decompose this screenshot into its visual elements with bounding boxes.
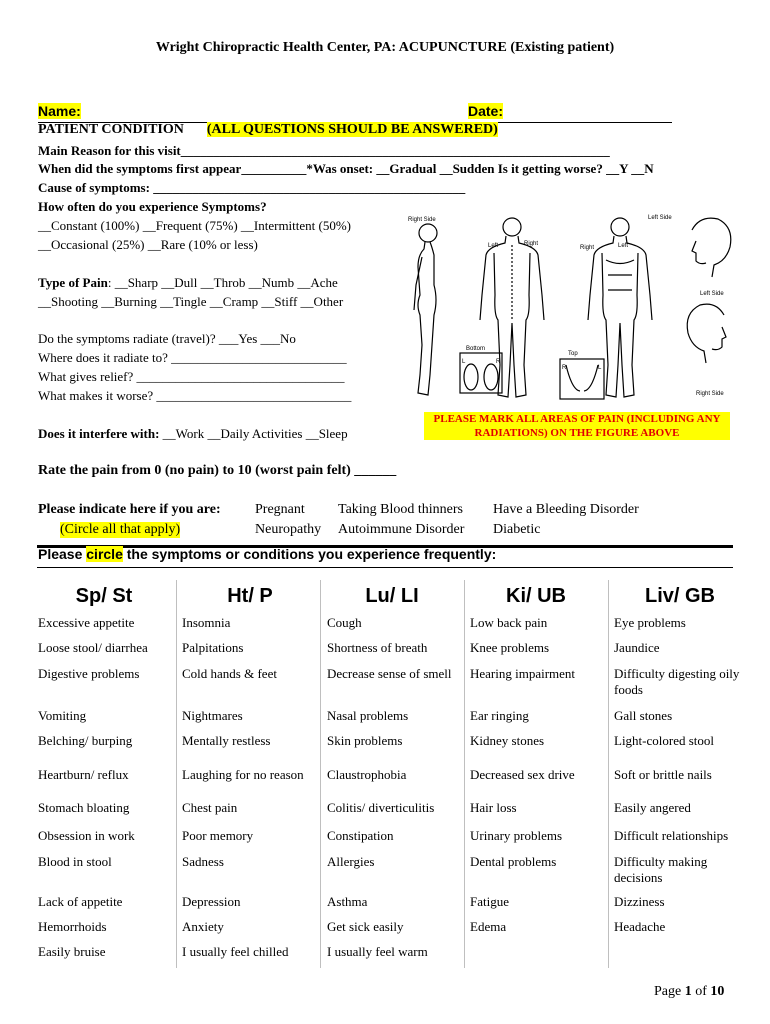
pain-type-line-1[interactable] (38, 274, 338, 292)
page-mid: of (691, 984, 711, 999)
column-header: Sp/ St (75, 585, 133, 607)
symptom-item[interactable]: Difficulty digesting oily foods (614, 666, 740, 697)
symptom-item[interactable]: Chest pain (182, 800, 238, 815)
column-divider (464, 580, 465, 968)
symptom-item[interactable]: Asthma (327, 894, 368, 909)
symptom-item[interactable]: Anxiety (182, 919, 224, 934)
symptom-item[interactable]: Depression (182, 894, 241, 909)
label-top: Top (568, 351, 578, 357)
symptom-item[interactable]: Hemorrhoids (38, 919, 107, 934)
page-pre: Page (654, 984, 685, 999)
symptom-item[interactable]: Skin problems (327, 733, 403, 748)
symptom-item[interactable]: Kidney stones (470, 733, 545, 748)
symptom-item[interactable]: Obsession in work (38, 828, 135, 843)
symptom-item[interactable]: Insomnia (182, 615, 231, 630)
symptom-item[interactable]: Hearing impairment (470, 666, 576, 681)
all-questions-note: (ALL QUESTIONS SHOULD BE ANSWERED) (206, 122, 498, 137)
frequency-options-2[interactable]: __Occasional (25%) __Rare (10% or less) (38, 237, 258, 252)
patient-condition-label: PATIENT CONDITION (38, 122, 184, 137)
condition-neuropathy[interactable]: Neuropathy (255, 522, 322, 537)
symptom-item[interactable]: Dizziness (614, 894, 665, 909)
label-foot-r2: R (562, 365, 567, 371)
symptom-item[interactable]: Blood in stool (38, 854, 112, 869)
symptom-item[interactable]: Easily angered (614, 800, 691, 815)
condition-blood-thinners[interactable]: Taking Blood thinners (338, 502, 464, 517)
column-header: Liv/ GB (644, 585, 715, 607)
condition-pregnant[interactable]: Pregnant (255, 502, 305, 517)
symptom-item[interactable]: Fatigue (470, 894, 509, 909)
symptom-item[interactable]: Low back pain (470, 615, 548, 630)
symptom-item[interactable]: Loose stool/ diarrhea (38, 640, 148, 655)
symptom-item[interactable]: Excessive appetite (38, 615, 135, 630)
page-total: 10 (710, 984, 725, 999)
head-right-side-outline[interactable] (687, 304, 726, 363)
condition-autoimmune[interactable]: Autoimmune Disorder (338, 522, 465, 537)
label-right-side-head: Right Side (696, 391, 724, 397)
name-input[interactable] (100, 103, 460, 122)
symptom-item[interactable]: Belching/ burping (38, 733, 133, 748)
frequency-options-1[interactable]: __Constant (100%) __Frequent (75%) __Intermittent (50%) (38, 218, 352, 233)
symptom-item[interactable]: Poor memory (182, 828, 254, 843)
symptom-item[interactable]: Urinary problems (470, 828, 563, 843)
label-right: Right (524, 241, 539, 247)
symptom-item[interactable]: Jaundice (614, 640, 660, 655)
symptoms-title-post: the symptoms or conditions you experience frequently: (122, 546, 497, 562)
column-divider (320, 580, 321, 968)
figure-instruction-line1: PLEASE MARK ALL AREAS OF PAIN (INCLUDING ANY (433, 413, 721, 425)
interfere-label: Does it interfere with: (38, 426, 163, 441)
page-number: 1 (684, 984, 692, 999)
relief-field[interactable]: What gives relief? ________________________________ (38, 369, 345, 384)
interfere-options[interactable]: __Work __Daily Activities __Sleep (162, 426, 348, 441)
label-foot-r: R (496, 359, 501, 365)
pain-type-options-1[interactable]: : __Sharp __Dull __Throb __Numb __Ache (107, 275, 338, 290)
date-label: Date: (468, 103, 504, 119)
pain-rating-field[interactable]: Rate the pain from 0 (no pain) to 10 (worst pain felt) ______ (38, 463, 397, 478)
radiate-where-field[interactable]: Where does it radiate to? ___________________________ (38, 350, 347, 365)
body-pain-figure[interactable] (400, 205, 740, 410)
label-right-side: Right Side (408, 217, 436, 223)
label-right-front: Right (580, 245, 595, 251)
symptom-item[interactable]: Nightmares (182, 708, 243, 723)
symptom-item[interactable]: Stomach bloating (38, 800, 130, 815)
symptom-item[interactable]: Gall stones (614, 708, 673, 723)
symptom-item[interactable]: Lack of appetite (38, 894, 123, 909)
label-bottom: Bottom (466, 346, 486, 352)
side-body-outline[interactable] (414, 224, 437, 395)
symptom-item[interactable]: Soft or brittle nails (614, 767, 712, 782)
indicate-label: Please indicate here if you are: (38, 502, 221, 517)
symptoms-title-circle: circle (86, 546, 123, 562)
symptom-item[interactable]: Heartburn/ reflux (38, 767, 129, 782)
pain-type-options-2[interactable]: __Shooting __Burning __Tingle __Cramp __Stiff __Other (38, 294, 344, 309)
radiate-field[interactable]: Do the symptoms radiate (travel)? ___Yes ___No (38, 331, 296, 346)
worse-field[interactable]: What makes it worse? ______________________________ (38, 388, 352, 403)
symptom-item[interactable]: Allergies (327, 854, 375, 869)
pain-type-label: Type of Pain (38, 275, 108, 290)
page-indicator (654, 984, 724, 1000)
symptom-item[interactable]: Digestive problems (38, 666, 140, 681)
symptom-item[interactable]: Ear ringing (470, 708, 529, 723)
date-input[interactable] (510, 103, 670, 122)
main-reason-field[interactable]: Main Reason for this visit__________________________________________________________________ (38, 143, 610, 158)
symptom-item[interactable]: Eye problems (614, 615, 686, 630)
symptom-item[interactable]: Sadness (182, 854, 224, 869)
condition-bleeding-disorder[interactable]: Have a Bleeding Disorder (493, 502, 639, 517)
symptom-item[interactable]: Palpitations (182, 640, 244, 655)
symptom-item[interactable]: Colitis/ diverticulitis (327, 800, 435, 815)
section-divider-bottom (37, 567, 733, 568)
circle-all-note: (Circle all that apply) (60, 522, 181, 537)
how-often-label: How often do you experience Symptoms? (38, 199, 267, 214)
column-header: Ht/ P (227, 585, 273, 607)
symptom-item[interactable]: Claustrophobia (327, 767, 407, 782)
label-foot-l: L (462, 359, 466, 365)
cause-field[interactable]: Cause of symptoms: ________________________________________________ (38, 180, 466, 195)
column-divider (176, 580, 177, 968)
figure-instruction (424, 412, 730, 440)
column-header: Lu/ LI (365, 585, 419, 607)
name-label: Name: (38, 103, 81, 119)
symptom-item[interactable]: Easily bruise (38, 944, 106, 959)
symptom-item[interactable]: Get sick easily (327, 919, 404, 934)
symptom-item[interactable]: Constipation (327, 828, 394, 843)
condition-diabetic[interactable]: Diabetic (493, 522, 541, 537)
symptom-item[interactable]: Nasal problems (327, 708, 409, 723)
symptoms-onset-field[interactable]: When did the symptoms first appear__________*Was onset: __Gradual __Sudden Is it getting worse? __Y __N (38, 161, 654, 176)
symptom-item[interactable]: I usually feel warm (327, 944, 428, 959)
column-divider (608, 580, 609, 968)
label-left-side: Left Side (648, 215, 672, 221)
symptom-item[interactable]: I usually feel chilled (182, 944, 289, 959)
symptoms-section-title (38, 546, 496, 562)
symptom-item[interactable]: Difficult relationships (614, 828, 729, 843)
symptom-item[interactable]: Headache (614, 919, 666, 934)
patient-condition-line (38, 122, 498, 138)
label-left-side-head: Left Side (700, 291, 724, 297)
symptom-item[interactable]: Dental problems (470, 854, 557, 869)
symptom-item[interactable]: Vomiting (38, 708, 87, 723)
symptom-item[interactable]: Decreased sex drive (470, 767, 575, 782)
symptoms-title-pre: Please (38, 546, 87, 562)
column-header: Ki/ UB (506, 585, 566, 607)
label-foot-l2: L (598, 365, 602, 371)
symptom-item[interactable]: Hair loss (470, 800, 517, 815)
symptom-item[interactable]: Cough (327, 615, 362, 630)
symptom-item[interactable]: Edema (470, 919, 507, 934)
symptom-item[interactable]: Decrease sense of smell (327, 666, 452, 681)
head-left-side-outline[interactable] (692, 218, 731, 277)
symptom-item[interactable]: Knee problems (470, 640, 550, 655)
symptom-item[interactable]: Laughing for no reason (182, 767, 304, 782)
symptom-item[interactable]: Shortness of breath (327, 640, 428, 655)
label-left-front: Left (618, 243, 629, 249)
symptom-item[interactable]: Cold hands & feet (182, 666, 277, 681)
symptom-item[interactable]: Mentally restless (182, 733, 271, 748)
label-left: Left (488, 243, 499, 249)
interfere-line[interactable] (38, 425, 348, 443)
symptom-item[interactable]: Difficulty making decisions (614, 854, 708, 885)
symptom-item[interactable]: Light-colored stool (614, 733, 715, 748)
form-title: Wright Chiropractic Health Center, PA: ACUPUNCTURE (Existing patient) (155, 40, 615, 55)
figure-instruction-line2: RADIATIONS) ON THE FIGURE ABOVE (474, 427, 680, 439)
